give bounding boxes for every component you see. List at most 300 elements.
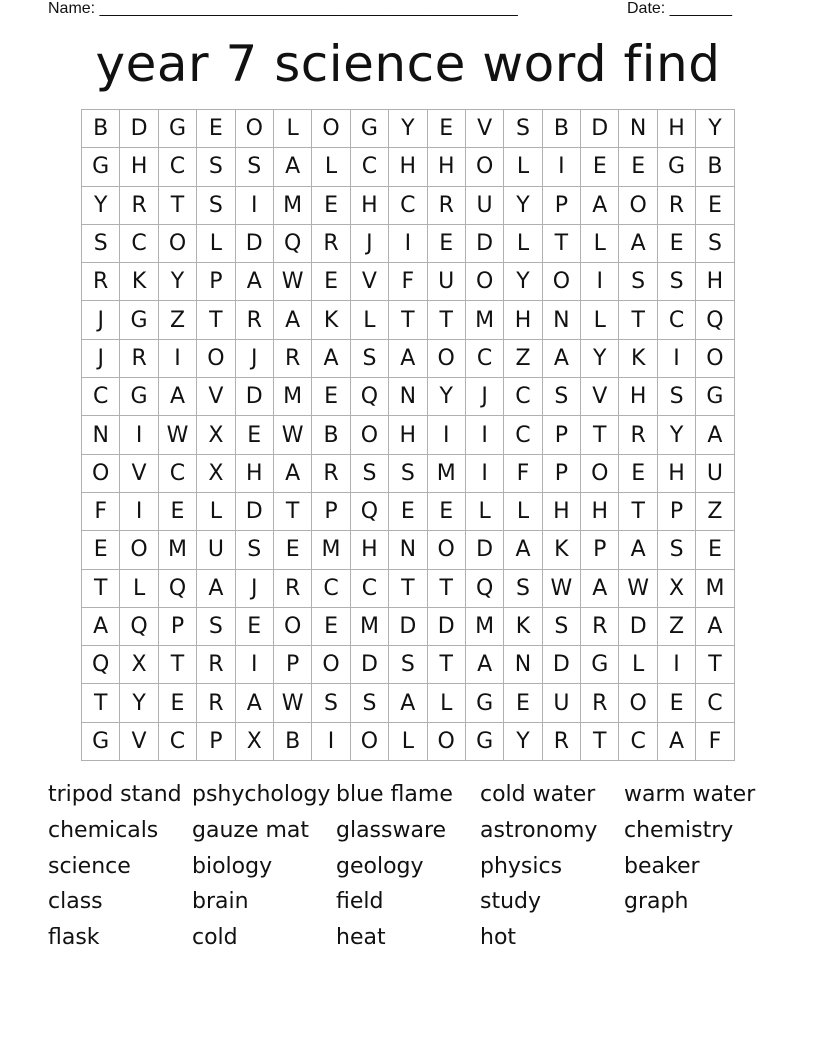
grid-cell: S (351, 340, 389, 378)
grid-cell: S (312, 684, 350, 722)
word-list-item: chemicals (48, 817, 159, 843)
grid-cell: R (543, 723, 581, 761)
grid-cell: R (274, 570, 312, 608)
grid-cell: C (619, 723, 657, 761)
grid-cell: K (504, 608, 542, 646)
grid-cell: K (312, 301, 350, 339)
puzzle-title: year 7 science word find (95, 35, 721, 93)
grid-cell: I (312, 723, 350, 761)
grid-cell: A (581, 187, 619, 225)
grid-cell: N (389, 531, 427, 569)
grid-cell: I (581, 263, 619, 301)
grid-cell: Y (504, 723, 542, 761)
grid-cell: E (197, 110, 235, 148)
grid-cell: A (197, 570, 235, 608)
grid-cell: E (159, 493, 197, 531)
grid-cell: T (82, 684, 120, 722)
grid-cell: L (197, 225, 235, 263)
grid-cell: S (504, 570, 542, 608)
grid-cell: O (312, 646, 350, 684)
grid-cell: T (581, 723, 619, 761)
grid-cell: L (312, 148, 350, 186)
grid-cell: J (466, 378, 504, 416)
grid-cell: F (696, 723, 734, 761)
grid-cell: O (312, 110, 350, 148)
grid-cell: I (120, 416, 158, 454)
grid-cell: D (466, 225, 504, 263)
grid-cell: E (696, 531, 734, 569)
grid-cell: R (581, 684, 619, 722)
grid-cell: D (120, 110, 158, 148)
grid-cell: T (543, 225, 581, 263)
grid-cell: K (543, 531, 581, 569)
grid-cell: H (351, 187, 389, 225)
grid-cell: I (658, 646, 696, 684)
grid-cell: Q (466, 570, 504, 608)
word-list-item: tripod stand (48, 782, 182, 807)
word-list-item: cold water (480, 782, 596, 807)
grid-cell: I (159, 340, 197, 378)
grid-cell: H (120, 148, 158, 186)
grid-cell: C (504, 378, 542, 416)
grid-cell: W (274, 416, 312, 454)
grid-cell: C (159, 148, 197, 186)
grid-cell: E (236, 416, 274, 454)
grid-cell: N (82, 416, 120, 454)
grid-cell: D (236, 493, 274, 531)
grid-cell: O (351, 723, 389, 761)
grid-cell: S (351, 455, 389, 493)
grid-cell: D (581, 110, 619, 148)
grid-cell: R (120, 187, 158, 225)
grid-cell: L (504, 225, 542, 263)
grid-cell: E (658, 225, 696, 263)
grid-cell: T (159, 646, 197, 684)
grid-cell: H (543, 493, 581, 531)
grid-cell: A (274, 148, 312, 186)
grid-cell: V (466, 110, 504, 148)
grid-cell: E (428, 493, 466, 531)
grid-cell: Y (159, 263, 197, 301)
grid-cell: G (658, 148, 696, 186)
grid-cell: Q (159, 570, 197, 608)
grid-cell: I (389, 225, 427, 263)
grid-cell: R (236, 301, 274, 339)
grid-cell: A (274, 455, 312, 493)
grid-cell: S (658, 263, 696, 301)
grid-cell: C (82, 378, 120, 416)
grid-cell: X (658, 570, 696, 608)
word-list-item: geology (336, 853, 424, 879)
grid-cell: E (696, 187, 734, 225)
grid-cell: R (120, 340, 158, 378)
grid-cell: M (159, 531, 197, 569)
grid-cell: I (543, 148, 581, 186)
grid-cell: P (197, 263, 235, 301)
grid-cell: T (389, 570, 427, 608)
grid-cell: Q (696, 301, 734, 339)
grid-cell: S (543, 608, 581, 646)
grid-cell: A (658, 723, 696, 761)
grid-cell: Z (504, 340, 542, 378)
grid-cell: S (389, 646, 427, 684)
grid-cell: E (658, 684, 696, 722)
grid-cell: G (120, 301, 158, 339)
grid-cell: T (274, 493, 312, 531)
grid-cell: O (120, 531, 158, 569)
grid-cell: M (466, 608, 504, 646)
word-list-item: hot (480, 925, 517, 951)
word-list-item: cold (192, 925, 238, 951)
grid-cell: Q (351, 493, 389, 531)
grid-cell: R (197, 684, 235, 722)
grid-cell: E (428, 110, 466, 148)
grid-cell: A (504, 531, 542, 569)
grid-cell: U (428, 263, 466, 301)
grid-cell: L (351, 301, 389, 339)
grid-cell: K (120, 263, 158, 301)
grid-cell: Z (696, 493, 734, 531)
grid-cell: E (236, 608, 274, 646)
grid-cell: A (619, 225, 657, 263)
grid-cell: T (159, 187, 197, 225)
word-list-item: flask (48, 925, 100, 951)
grid-cell: P (312, 493, 350, 531)
grid-cell: S (389, 455, 427, 493)
grid-cell: D (619, 608, 657, 646)
grid-cell: C (466, 340, 504, 378)
grid-cell: M (312, 531, 350, 569)
grid-cell: H (351, 531, 389, 569)
grid-cell: E (619, 455, 657, 493)
grid-cell: L (466, 493, 504, 531)
word-list-item: heat (336, 925, 386, 951)
grid-cell: B (82, 110, 120, 148)
grid-cell: B (543, 110, 581, 148)
grid-cell: R (428, 187, 466, 225)
grid-cell: E (428, 225, 466, 263)
grid-cell: M (696, 570, 734, 608)
grid-cell: J (82, 340, 120, 378)
grid-cell: P (543, 455, 581, 493)
grid-cell: L (120, 570, 158, 608)
grid-cell: A (236, 684, 274, 722)
grid-cell: J (82, 301, 120, 339)
grid-cell: D (466, 531, 504, 569)
grid-cell: R (658, 187, 696, 225)
grid-cell: U (466, 187, 504, 225)
grid-cell: C (696, 684, 734, 722)
word-list-item: astronomy (480, 817, 598, 843)
grid-cell: A (82, 608, 120, 646)
grid-cell: W (543, 570, 581, 608)
grid-cell: G (581, 646, 619, 684)
grid-cell: H (389, 416, 427, 454)
grid-cell: J (351, 225, 389, 263)
grid-cell: E (82, 531, 120, 569)
grid-cell: I (466, 416, 504, 454)
grid-cell: G (696, 378, 734, 416)
grid-cell: G (466, 723, 504, 761)
grid-cell: A (619, 531, 657, 569)
grid-cell: P (159, 608, 197, 646)
grid-cell: X (120, 646, 158, 684)
grid-cell: U (696, 455, 734, 493)
grid-cell: O (197, 340, 235, 378)
word-list-item: class (48, 889, 103, 915)
grid-cell: O (428, 531, 466, 569)
grid-cell: L (581, 225, 619, 263)
grid-cell: Z (658, 608, 696, 646)
word-list-item: glassware (336, 817, 447, 843)
grid-cell: A (696, 608, 734, 646)
grid-cell: W (159, 416, 197, 454)
grid-cell: I (236, 187, 274, 225)
grid-cell: C (159, 455, 197, 493)
grid-cell: A (389, 684, 427, 722)
grid-cell: E (312, 378, 350, 416)
grid-cell: T (581, 416, 619, 454)
grid-cell: O (543, 263, 581, 301)
grid-cell: A (543, 340, 581, 378)
grid-cell: L (197, 493, 235, 531)
grid-cell: H (428, 148, 466, 186)
grid-cell: O (236, 110, 274, 148)
grid-cell: P (197, 723, 235, 761)
grid-cell: H (696, 263, 734, 301)
grid-cell: G (466, 684, 504, 722)
grid-cell: A (312, 340, 350, 378)
word-list-item: chemistry (624, 817, 734, 843)
grid-cell: T (619, 301, 657, 339)
grid-cell: E (619, 148, 657, 186)
grid-cell: N (543, 301, 581, 339)
grid-cell: S (619, 263, 657, 301)
grid-cell: U (197, 531, 235, 569)
grid-cell: D (351, 646, 389, 684)
grid-cell: Q (82, 646, 120, 684)
grid-cell: Y (82, 187, 120, 225)
grid-cell: I (428, 416, 466, 454)
grid-cell: O (159, 225, 197, 263)
grid-cell: B (312, 416, 350, 454)
grid-cell: P (581, 531, 619, 569)
grid-cell: M (274, 187, 312, 225)
grid-cell: M (351, 608, 389, 646)
grid-cell: V (581, 378, 619, 416)
grid-cell: C (312, 570, 350, 608)
grid-cell: J (236, 570, 274, 608)
grid-cell: Y (504, 263, 542, 301)
grid-cell: Q (120, 608, 158, 646)
grid-cell: A (159, 378, 197, 416)
grid-cell: G (159, 110, 197, 148)
grid-cell: O (466, 148, 504, 186)
grid-cell: I (120, 493, 158, 531)
header (48, 0, 748, 20)
grid-cell: S (504, 110, 542, 148)
grid-cell: V (120, 455, 158, 493)
grid-cell: R (82, 263, 120, 301)
grid-cell: O (428, 340, 466, 378)
word-list (48, 777, 768, 956)
grid-cell: E (274, 531, 312, 569)
grid-cell: H (236, 455, 274, 493)
grid-cell: L (619, 646, 657, 684)
grid-cell: O (82, 455, 120, 493)
grid-cell: K (619, 340, 657, 378)
grid-cell: A (696, 416, 734, 454)
grid-cell: R (274, 340, 312, 378)
grid-cell: O (696, 340, 734, 378)
grid-cell: I (236, 646, 274, 684)
grid-cell: O (581, 455, 619, 493)
grid-cell: G (82, 148, 120, 186)
grid-cell: S (82, 225, 120, 263)
grid-cell: T (619, 493, 657, 531)
grid-cell: G (351, 110, 389, 148)
grid-cell: T (389, 301, 427, 339)
grid-cell: D (236, 225, 274, 263)
grid-cell: Y (120, 684, 158, 722)
grid-cell: E (312, 187, 350, 225)
word-list-item: biology (192, 853, 273, 879)
date-field-label: Date: _______ (627, 0, 732, 17)
grid-cell: B (274, 723, 312, 761)
grid-cell: G (82, 723, 120, 761)
grid-cell: X (197, 416, 235, 454)
grid-cell: L (581, 301, 619, 339)
word-list-item: blue flame (336, 782, 453, 807)
grid-cell: N (619, 110, 657, 148)
grid-cell: V (197, 378, 235, 416)
grid-cell: F (389, 263, 427, 301)
grid-cell: X (197, 455, 235, 493)
grid-cell: H (581, 493, 619, 531)
grid-cell: P (658, 493, 696, 531)
grid-cell: S (236, 148, 274, 186)
grid-cell: T (428, 646, 466, 684)
grid-cell: P (274, 646, 312, 684)
word-list-item: pshychology (192, 782, 331, 807)
grid-cell: E (159, 684, 197, 722)
grid-cell: E (312, 608, 350, 646)
grid-cell: D (428, 608, 466, 646)
grid-cell: W (274, 684, 312, 722)
grid-cell: V (351, 263, 389, 301)
grid-cell: S (658, 531, 696, 569)
grid-cell: C (351, 148, 389, 186)
grid-cell: S (658, 378, 696, 416)
grid-cell: O (619, 684, 657, 722)
grid-cell: J (236, 340, 274, 378)
grid-cell: S (696, 225, 734, 263)
grid-cell: T (696, 646, 734, 684)
grid-cell: S (197, 187, 235, 225)
grid-cell: L (504, 148, 542, 186)
grid-cell: Y (658, 416, 696, 454)
grid-cell: S (197, 608, 235, 646)
grid-cell: T (428, 570, 466, 608)
grid-cell: O (428, 723, 466, 761)
grid-cell: S (543, 378, 581, 416)
grid-cell: R (312, 225, 350, 263)
grid-cell: S (197, 148, 235, 186)
grid-cell: Q (274, 225, 312, 263)
grid-cell: D (543, 646, 581, 684)
grid-cell: W (274, 263, 312, 301)
word-list-item: field (336, 889, 384, 915)
grid-cell: A (236, 263, 274, 301)
grid-cell: C (389, 187, 427, 225)
grid-cell: R (312, 455, 350, 493)
grid-cell: R (581, 608, 619, 646)
grid-cell: C (351, 570, 389, 608)
grid-cell: E (312, 263, 350, 301)
grid-cell: Y (581, 340, 619, 378)
grid-cell: A (581, 570, 619, 608)
grid-cell: L (428, 684, 466, 722)
grid-cell: X (236, 723, 274, 761)
grid-cell: L (274, 110, 312, 148)
grid-cell: G (120, 378, 158, 416)
grid-cell: Y (428, 378, 466, 416)
grid-cell: P (543, 187, 581, 225)
grid-cell: B (696, 148, 734, 186)
grid-cell: Q (351, 378, 389, 416)
grid-cell: S (351, 684, 389, 722)
grid-cell: M (274, 378, 312, 416)
grid-cell: E (389, 493, 427, 531)
grid-cell: H (658, 455, 696, 493)
grid-cell: I (466, 455, 504, 493)
grid-cell: C (504, 416, 542, 454)
grid-cell: O (466, 263, 504, 301)
grid-cell: Y (389, 110, 427, 148)
grid-cell: H (658, 110, 696, 148)
grid-cell: M (466, 301, 504, 339)
word-list-item: brain (192, 889, 249, 915)
grid-cell: L (504, 493, 542, 531)
word-list-item: beaker (624, 853, 700, 879)
letter-grid (81, 109, 735, 761)
grid-cell: N (504, 646, 542, 684)
grid-cell: O (351, 416, 389, 454)
grid-cell: H (619, 378, 657, 416)
grid-cell: I (658, 340, 696, 378)
grid-cell: Y (504, 187, 542, 225)
grid-cell: F (82, 493, 120, 531)
grid-cell: R (619, 416, 657, 454)
grid-cell: E (581, 148, 619, 186)
grid-cell: D (389, 608, 427, 646)
grid-cell: A (389, 340, 427, 378)
word-list-item: gauze mat (192, 817, 310, 843)
grid-cell: U (543, 684, 581, 722)
grid-cell: N (389, 378, 427, 416)
grid-cell: P (543, 416, 581, 454)
grid-cell: D (236, 378, 274, 416)
grid-cell: O (619, 187, 657, 225)
grid-cell: T (197, 301, 235, 339)
word-list-item: graph (624, 889, 689, 915)
word-list-item: science (48, 853, 131, 879)
grid-cell: H (389, 148, 427, 186)
grid-cell: H (504, 301, 542, 339)
grid-cell: W (619, 570, 657, 608)
grid-cell: C (120, 225, 158, 263)
grid-cell: Y (696, 110, 734, 148)
